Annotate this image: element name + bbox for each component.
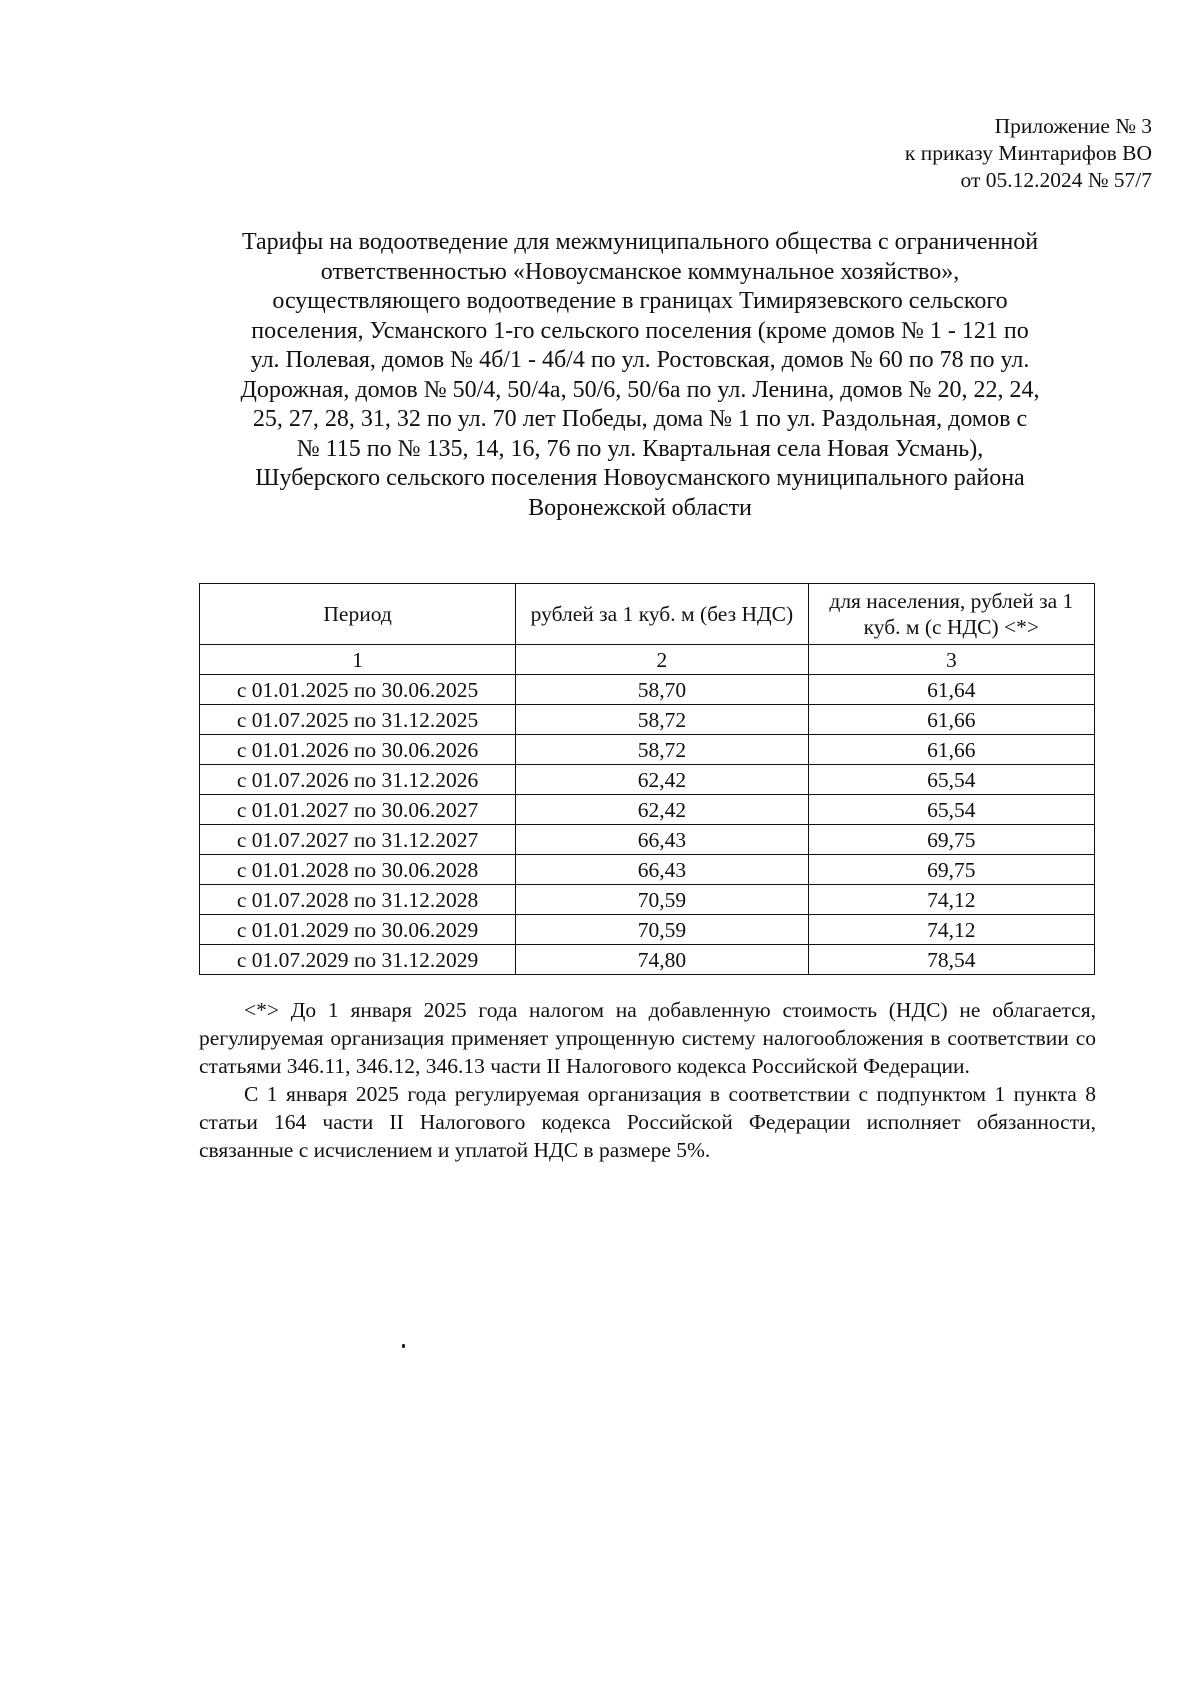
table-row: [200, 885, 1095, 915]
without-vat-cell: 62,42: [516, 765, 809, 795]
without-vat-cell: 74,80: [516, 945, 809, 975]
period-cell: с 01.01.2027 по 30.06.2027: [200, 795, 516, 825]
header-period: Период: [200, 584, 516, 645]
document-title: [190, 228, 1090, 523]
table-row: [200, 795, 1095, 825]
appendix-number: Приложение № 3: [994, 114, 1152, 138]
scan-speck: [402, 1344, 405, 1348]
with-vat-cell: 61,64: [808, 675, 1094, 705]
period-cell: с 01.01.2026 по 30.06.2026: [200, 735, 516, 765]
notes-section: [199, 996, 1096, 1164]
without-vat-cell: 58,72: [516, 735, 809, 765]
period-cell: с 01.07.2026 по 31.12.2026: [200, 765, 516, 795]
with-vat-cell: 65,54: [808, 795, 1094, 825]
appendix-order: к приказу Минтарифов ВО: [904, 141, 1152, 165]
title-line: ответственностью «Новоусманское коммунальное хозяйство»,: [320, 258, 960, 285]
header-with-vat: для населения, рублей за 1 куб. м (с НДС) <*>: [808, 584, 1094, 645]
table-row: [200, 855, 1095, 885]
without-vat-cell: 70,59: [516, 915, 809, 945]
title-line: Шуберского сельского поселения Новоусманского муниципального района: [255, 465, 1025, 491]
with-vat-cell: 78,54: [808, 945, 1094, 975]
period-cell: с 01.01.2028 по 30.06.2028: [200, 855, 516, 885]
table-row: [200, 765, 1095, 795]
table-row: [200, 735, 1095, 765]
period-cell: с 01.01.2029 по 30.06.2029: [200, 915, 516, 945]
with-vat-cell: 74,12: [808, 915, 1094, 945]
period-cell: с 01.07.2028 по 31.12.2028: [200, 885, 516, 915]
without-vat-cell: 66,43: [516, 855, 809, 885]
without-vat-cell: 58,70: [516, 675, 809, 705]
footnote-paragraph: <*> До 1 января 2025 года налогом на добавленную стоимость (НДС) не облагается, регулируемая организация применяет упрощенную систему налогообложения в соответствии со статьями 346.11, 346.12, 346.13 части II Налогового кодекса Российской Федерации.: [199, 998, 1096, 1078]
without-vat-cell: 62,42: [516, 795, 809, 825]
title-line: 25, 27, 28, 31, 32 по ул. 70 лет Победы, дома № 1 по ул. Раздольная, домов с: [252, 406, 1028, 432]
appendix-date: от 05.12.2024 № 57/7: [960, 168, 1152, 192]
title-line: осуществляющего водоотведение в границах Тимирязевского сельского: [272, 288, 1008, 314]
title-line: № 115 по № 135, 14, 16, 76 по ул. Квартальная села Новая Усмань),: [296, 435, 984, 462]
with-vat-cell: 74,12: [808, 885, 1094, 915]
table-row: [200, 825, 1095, 855]
title-line: ул. Полевая, домов № 4б/1 - 4б/4 по ул. Ростовская, домов № 60 по 78 по ул.: [250, 347, 1030, 373]
title-line: Тарифы на водоотведение для межмуниципального общества с ограниченной: [241, 229, 1039, 255]
title-line: Воронежской области: [528, 494, 752, 521]
column-number: 3: [808, 645, 1094, 675]
vat-note-paragraph: С 1 января 2025 года регулируемая организация в соответствии с подпунктом 1 пункта 8 статьи 164 части II Налогового кодекса Российской Федерации исполняет обязанности, связанные с исчислением и уплатой НДС в размере 5%.: [199, 1082, 1096, 1162]
period-cell: с 01.07.2029 по 31.12.2029: [200, 945, 516, 975]
table-row: [200, 675, 1095, 705]
with-vat-cell: 61,66: [808, 735, 1094, 765]
period-cell: с 01.07.2025 по 31.12.2025: [200, 705, 516, 735]
without-vat-cell: 70,59: [516, 885, 809, 915]
period-cell: с 01.01.2025 по 30.06.2025: [200, 675, 516, 705]
without-vat-cell: 66,43: [516, 825, 809, 855]
with-vat-cell: 69,75: [808, 825, 1094, 855]
table-row: [200, 945, 1095, 975]
with-vat-cell: 69,75: [808, 855, 1094, 885]
appendix-reference: [905, 113, 1152, 194]
table-row: [200, 915, 1095, 945]
without-vat-cell: 58,72: [516, 705, 809, 735]
title-line: поселения, Усманского 1-го сельского поселения (кроме домов № 1 - 121 по: [251, 317, 1029, 344]
header-without-vat: рублей за 1 куб. м (без НДС): [516, 584, 809, 645]
tariffs-table: [199, 583, 1095, 975]
column-number: 2: [516, 645, 809, 675]
table-header-row: [200, 584, 1095, 645]
with-vat-cell: 61,66: [808, 705, 1094, 735]
table-row: [200, 705, 1095, 735]
title-line: Дорожная, домов № 50/4, 50/4а, 50/6, 50/6а по ул. Ленина, домов № 20, 22, 24,: [240, 376, 1040, 403]
column-number: 1: [200, 645, 516, 675]
period-cell: с 01.07.2027 по 31.12.2027: [200, 825, 516, 855]
with-vat-cell: 65,54: [808, 765, 1094, 795]
column-number-row: [200, 645, 1095, 675]
